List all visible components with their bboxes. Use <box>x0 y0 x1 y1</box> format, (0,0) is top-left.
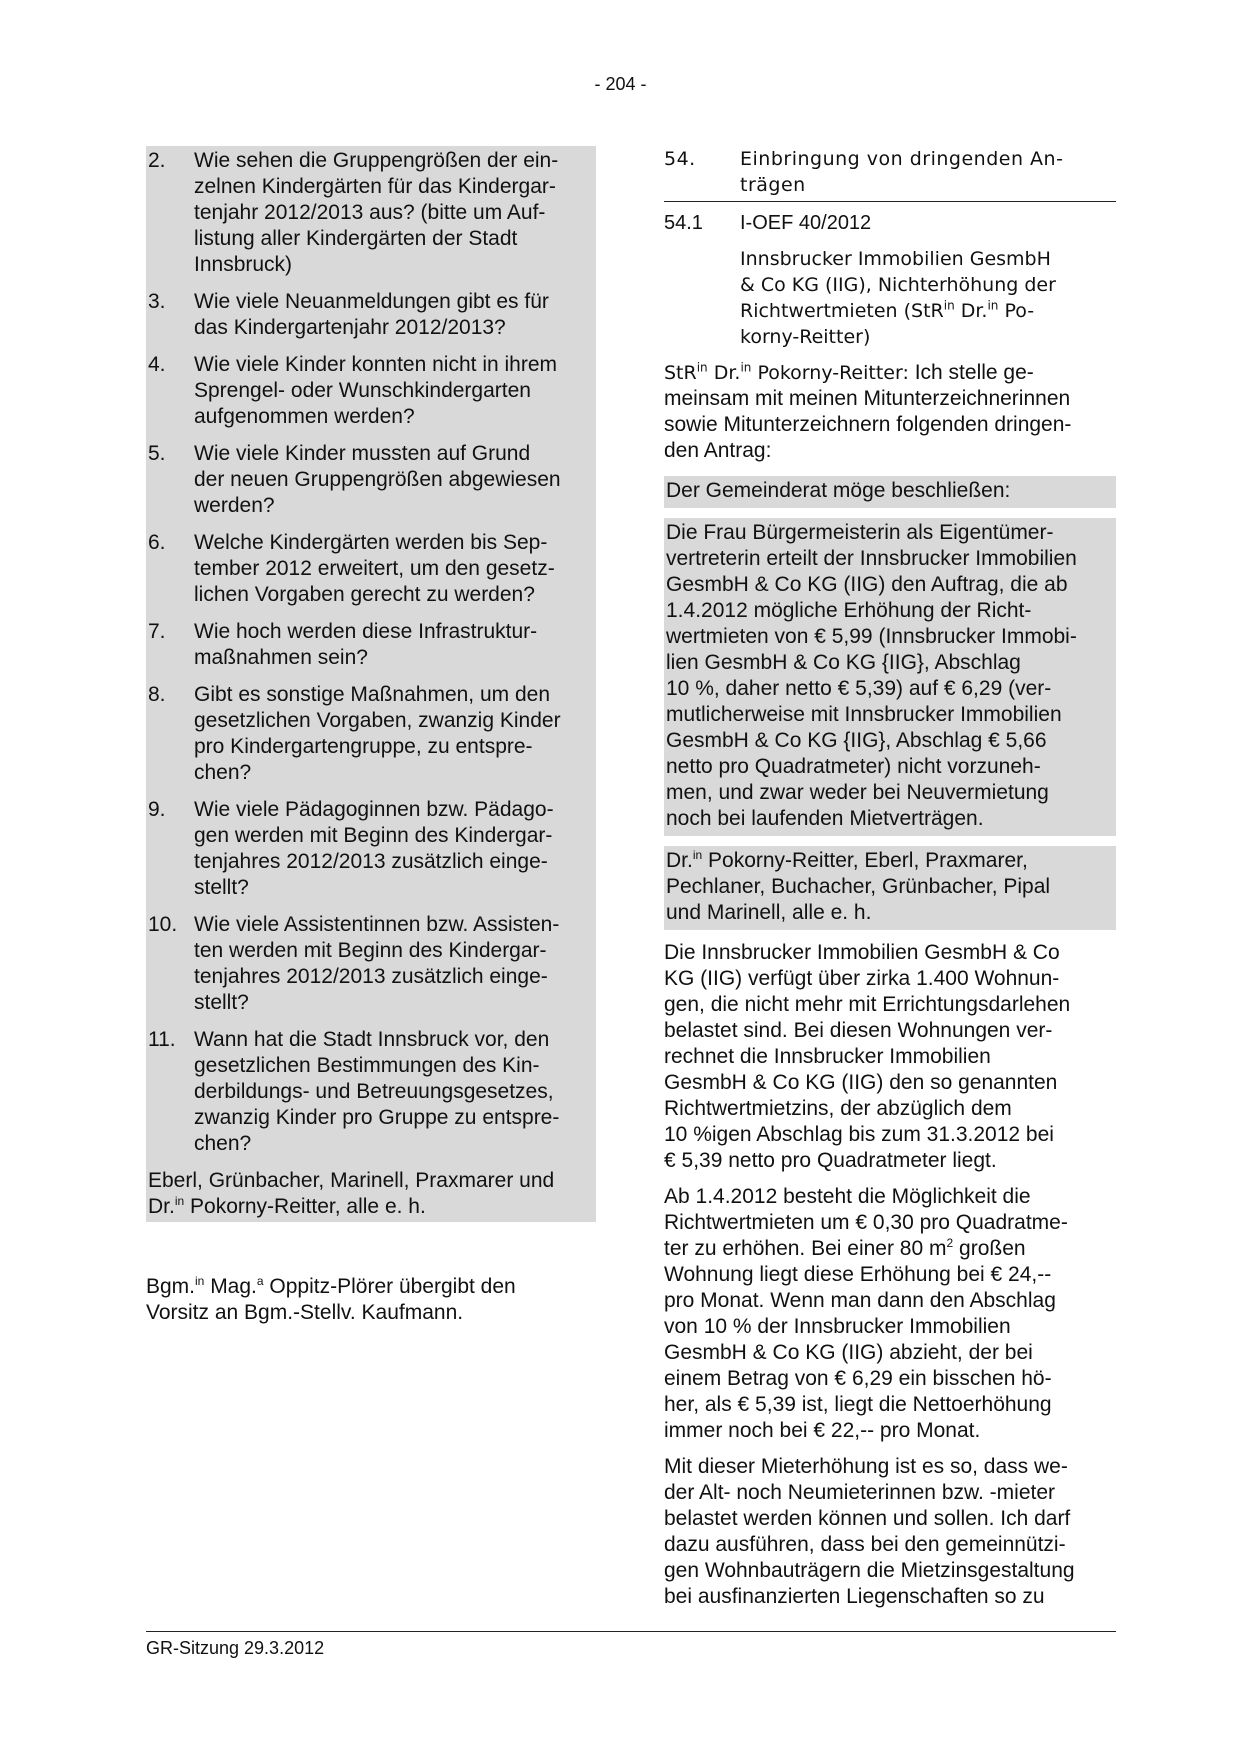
body-paragraph <box>664 1184 1116 1444</box>
list-item-text: Wie viele Kinder konnten nicht in ihrem Sprengel- oder Wunschkindergarten aufgenommen werden? <box>194 353 558 428</box>
list-item <box>148 619 594 671</box>
subsection-title-text: Dr. <box>954 300 988 322</box>
speaker-text: Dr. <box>707 362 741 384</box>
superscript: in <box>692 848 703 862</box>
superscript: in <box>696 360 708 375</box>
page-number: - 204 - <box>594 74 647 94</box>
signers-names: Pokorny-Reitter, Eberl, Praxmarer, Pechlaner, Buchacher, Grünbacher, Pipal und Marinell, alle e. h. <box>666 849 1051 924</box>
list-item-text: Wie viele Assistentinnen bzw. Assisten- ten werden mit Beginn des Kindergar- tenjahres 2012/2013 zusätzlich einge- stellt? <box>194 913 560 1014</box>
superscript: in <box>195 1274 205 1288</box>
right-column <box>664 146 1116 1610</box>
motion-text: Die Frau Bürgermeisterin als Eigentümer- vertreterin erteilt der Innsbrucker Immobilien GesmbH & Co KG (IIG) den Auftrag, die ab 1.4.2012 mögliche Erhöhung der Richt- wertmieten von € 5,99 (Innsbrucker Immobi- lien GesmbH & Co KG {IIG}, Abschlag 10 %, daher netto € 5,39) auf € 6,29 (ver- mutlicherweise mit Innsbrucker Immobilien GesmbH & Co KG {IIG}, Abschlag € 5,66 netto pro Quadratmeter) nicht vorzuneh- men, und zwar weder bei Neuvermietung noch bei laufenden Mietverträgen. <box>664 518 1116 836</box>
list-item-number: 5. <box>148 442 166 465</box>
list-item-text: Wie viele Pädagoginnen bzw. Pädago- gen werden mit Beginn des Kindergar- tenjahres 2012/2013 zusätzlich einge- stellt? <box>194 798 554 899</box>
subsection-heading <box>664 210 1116 236</box>
list-item-number: 10. <box>148 913 178 936</box>
list-item <box>148 682 594 786</box>
subsection-reference: I-OEF 40/2012 <box>740 212 872 234</box>
list-item-number: 9. <box>148 798 166 821</box>
motion-gap <box>664 836 1116 846</box>
footer-text: GR-Sitzung 29.3.2012 <box>146 1638 325 1658</box>
subsection-title-text: Innsbrucker Immobilien GesmbH & Co KG (IIG), Nichterhöhung der Richtwertmieten (StR <box>740 248 1056 322</box>
list-item <box>148 530 594 608</box>
intro-text: Ich stelle ge- meinsam mit meinen Mitunterzeichnerinnen sowie Mitunterzeichnern folgenden dringen- den Antrag: <box>664 361 1072 462</box>
list-item-text: Wie sehen die Gruppengrößen der ein- zelnen Kindergärten für das Kindergar- tenjahr 2012/2013 aus? (bitte um Auf- listung aller Kindergärten der Stadt Innsbruck) <box>194 149 559 276</box>
speaker-text: Pokorny-Reitter: <box>751 362 909 384</box>
list-item-text: Gibt es sonstige Maßnahmen, um den gesetzlichen Vorgaben, zwanzig Kinder pro Kindergartengruppe, zu entspre- chen? <box>194 683 561 784</box>
section-number: 54. <box>664 148 696 170</box>
signers-title: Dr. <box>148 1195 175 1218</box>
superscript: in <box>987 298 999 313</box>
list-item <box>148 912 594 1016</box>
motion-box <box>664 476 1116 930</box>
chair-handover-note <box>146 1274 596 1326</box>
list-item-text: Wann hat die Stadt Innsbruck vor, den gesetzlichen Bestimmungen des Kin- derbildungs- und Betreuungsgesetzes, zwanzig Kinder pro Gruppe zu entspre- chen? <box>194 1028 560 1155</box>
superscript: in <box>740 360 752 375</box>
paragraph-text: großen Wohnung liegt diese Erhöhung bei € 24,-- pro Monat. Wenn man dann den Abschlag von 10 % der Innsbrucker Immobilien GesmbH & Co KG (IIG) abzieht, der bei einem Betrag von € 6,29 ein bisschen hö- her, als € 5,39 ist, liegt die Nettoerhöhung immer noch bei € 22,-- pro Monat. <box>664 1237 1056 1442</box>
question-list <box>146 146 596 1222</box>
body-paragraph: Die Innsbrucker Immobilien GesmbH & Co KG (IIG) verfügt über zirka 1.400 Wohnun- gen, die nicht mehr mit Errichtungsdarlehen belastet sind. Bei diesen Wohnungen ver- rechnet die Innsbrucker Immobilien GesmbH & Co KG (IIG) den so genannten Richtwertmietzins, der abzüglich dem 10 %igen Abschlag bis zum 31.3.2012 bei € 5,39 netto pro Quadratmeter liegt. <box>664 941 1071 1172</box>
paragraph-text: Ab 1.4.2012 besteht die Möglichkeit die Richtwertmieten um € 0,30 pro Quadratme- ter zu erhöhen. Bei einer 80 m <box>664 1185 1068 1260</box>
handover-text: Bgm. <box>146 1275 196 1298</box>
list-item-number: 7. <box>148 620 166 643</box>
subsection-title-text: Po- korny-Reitter) <box>740 300 1035 348</box>
footer-divider <box>146 1631 1116 1632</box>
section-title: Einbringung von dringenden An- trägen <box>740 148 1064 196</box>
signers-title: Dr. <box>666 849 693 872</box>
signers-names: Pokorny-Reitter, alle e. h. <box>184 1195 426 1218</box>
list-item <box>148 289 594 341</box>
body-paragraph: Mit dieser Mieterhöhung ist es so, dass we- der Alt- noch Neumieterinnen bzw. -mieter belastet werden können und sollen. Ich darf dazu ausführen, dass bei den gemeinnützi- gen Wohnbauträgern die Mietzinsgestaltung bei ausfinanzierten Liegenschaften so zu <box>664 1455 1075 1608</box>
list-item-number: 8. <box>148 683 166 706</box>
superscript: in <box>943 298 955 313</box>
motion-signers <box>664 846 1116 930</box>
speaker-text: StR <box>664 362 697 384</box>
list-item <box>148 352 594 430</box>
list-item-text: Welche Kindergärten werden bis Sep- tember 2012 erweitert, um den gesetz- lichen Vorgaben gerecht zu werden? <box>194 531 555 606</box>
list-item-number: 2. <box>148 149 166 172</box>
superscript: in <box>174 1194 185 1208</box>
section-heading <box>664 146 1116 198</box>
list-item <box>148 797 594 901</box>
question-signers <box>148 1168 594 1220</box>
handover-text: Mag. <box>204 1275 257 1298</box>
list-item-number: 11. <box>148 1028 176 1051</box>
signers-line: Eberl, Grünbacher, Marinell, Praxmarer und <box>148 1169 555 1192</box>
handover-text: Oppitz-Plörer übergibt den Vorsitz an Bgm.-Stellv. Kaufmann. <box>146 1275 516 1324</box>
superscript: a <box>256 1274 264 1288</box>
section-divider <box>664 201 1116 202</box>
list-item <box>148 148 594 278</box>
list-item-number: 6. <box>148 531 166 554</box>
motion-heading: Der Gemeinderat möge beschließen: <box>664 476 1116 508</box>
left-column <box>146 146 596 1326</box>
list-item <box>148 441 594 519</box>
speaker-name <box>664 362 909 384</box>
subsection-number: 54.1 <box>664 212 703 234</box>
list-item <box>148 1027 594 1157</box>
speaker-intro <box>664 360 1116 464</box>
list-item-number: 3. <box>148 290 166 313</box>
superscript: 2 <box>946 1236 954 1250</box>
list-item-number: 4. <box>148 353 166 376</box>
subsection-title <box>740 246 1116 350</box>
motion-gap <box>664 508 1116 518</box>
list-item-text: Wie viele Kinder mussten auf Grund der neuen Gruppengrößen abgewiesen werden? <box>194 442 561 517</box>
list-item-text: Wie hoch werden diese Infrastruktur- maßnahmen sein? <box>194 620 538 669</box>
list-item-text: Wie viele Neuanmeldungen gibt es für das Kindergartenjahr 2012/2013? <box>194 290 549 339</box>
